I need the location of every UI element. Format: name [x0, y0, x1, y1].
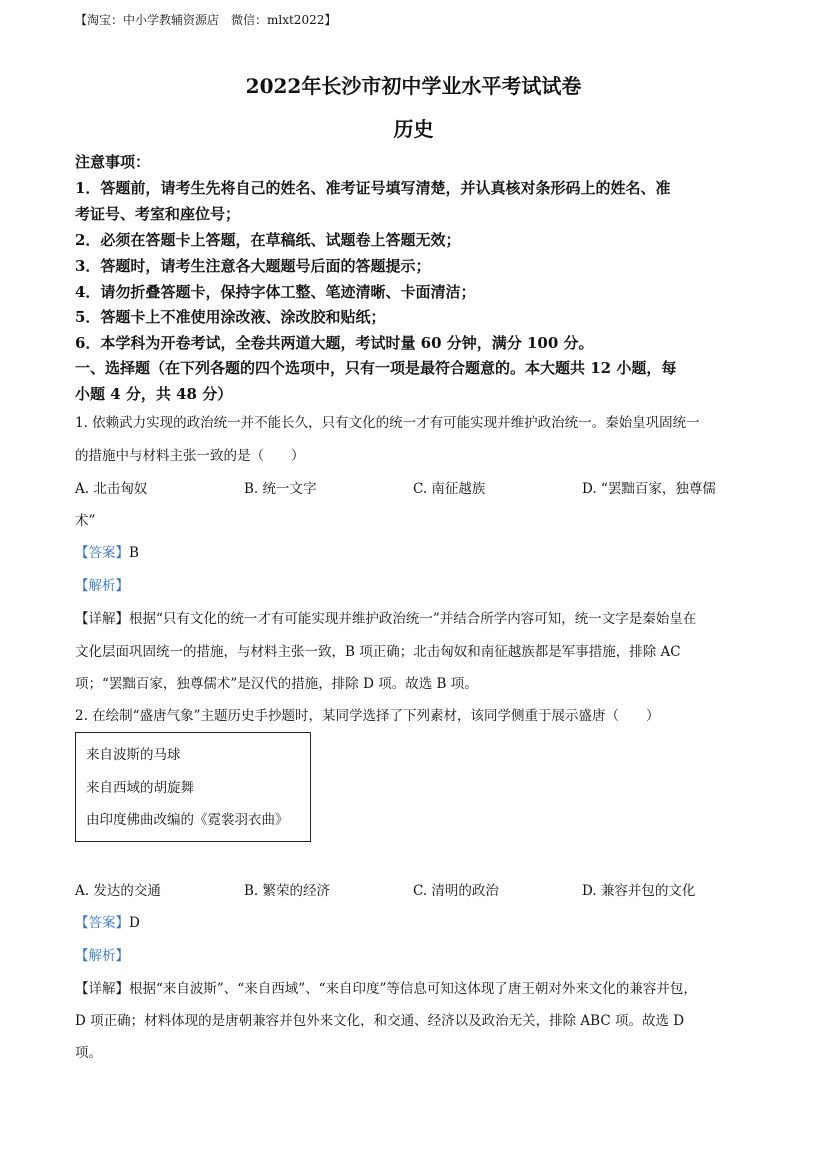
- exam-subject: 历史: [393, 117, 434, 141]
- notice-line: 2．必须在答题卡上答题，在草稿纸、试题卷上答题无效；: [75, 231, 461, 249]
- q1-option-d: D. “罢黜百家，独尊儒: [582, 481, 716, 497]
- answer-value: D: [129, 915, 140, 931]
- material-item: 来自波斯的马球: [86, 747, 181, 763]
- q1-detail-line: 项；“罢黜百家，独尊儒术”是汉代的措施，排除 D 项。故选 B 项。: [75, 676, 478, 692]
- q1-option-b: B. 统一文字: [244, 481, 317, 497]
- watermark-header: 【淘宝：中小学教辅资源店 微信：mlxt2022】: [75, 13, 337, 27]
- notice-line: 3．答题时，请考生注意各大题题号后面的答题提示；: [75, 257, 431, 275]
- q2-detail-line: 项。: [75, 1045, 102, 1061]
- section-heading-cont: 小题 4 分，共 48 分）: [75, 385, 233, 403]
- notice-line: 1．答题前，请考生先将自己的姓名、准考证号填写清楚，并认真核对条形码上的姓名、准: [75, 179, 671, 197]
- answer-value: B: [129, 545, 139, 561]
- q1-option-d-cont: 术”: [75, 513, 96, 529]
- q2-option-c: C. 清明的政治: [413, 883, 499, 899]
- material-item: 来自西域的胡旋舞: [86, 780, 194, 796]
- q1-stem-cont: 的措施中与材料主张一致的是（ ）: [75, 448, 305, 464]
- q2-detail-line: D 项正确；材料体现的是唐朝兼容并包外来文化，和交通、经济以及政治无关，排除 ABC 项。故选 D: [75, 1013, 685, 1029]
- q2-material-box: [75, 732, 311, 842]
- q2-option-b: B. 繁荣的经济: [244, 883, 331, 899]
- answer-label: 【答案】: [75, 545, 129, 561]
- notice-line: 6．本学科为开卷考试，全卷共两道大题，考试时量 60 分钟，满分 100 分。: [75, 334, 594, 352]
- q2-analysis-label: 【解析】: [75, 948, 129, 964]
- material-item: 由印度佛曲改编的《霓裳羽衣曲》: [86, 812, 289, 828]
- notice-line: 考证号、考室和座位号；: [75, 205, 241, 223]
- q2-option-d: D. 兼容并包的文化: [582, 883, 696, 899]
- notice-line: 4．请勿折叠答题卡，保持字体工整、笔迹清晰、卡面清洁；: [75, 283, 476, 301]
- q2-stem: 2. 在绘制“盛唐气象”主题历史手抄题时，某同学选择了下列素材，该同学侧重于展示盛唐（ ）: [75, 708, 660, 724]
- q1-analysis-label: 【解析】: [75, 578, 129, 594]
- section-heading: 一、选择题（在下列各题的四个选项中，只有一项是最符合题意的。本大题共 12 小题，每: [75, 359, 677, 377]
- answer-label: 【答案】: [75, 915, 129, 931]
- q1-answer: [75, 543, 139, 563]
- notice-line: 5．答题卡上不准使用涂改液、涂改胶和贴纸；: [75, 308, 386, 326]
- q2-answer: [75, 913, 140, 933]
- q1-stem: 1. 依赖武力实现的政治统一并不能长久，只有文化的统一才有可能实现并维护政治统一。秦始皇巩固统一: [75, 415, 700, 431]
- notice-heading: 注意事项：: [75, 153, 151, 171]
- exam-title: 2022年长沙市初中学业水平考试试卷: [245, 74, 582, 98]
- q1-option-c: C. 南征越族: [413, 481, 486, 497]
- q2-detail-line: 【详解】根据“来自波斯”、“来自西域”、“来自印度”等信息可知这体现了唐王朝对外来文化的兼容并包，: [75, 981, 697, 997]
- q1-detail-line: 【详解】根据“只有文化的统一才有可能实现并维护政治统一”并结合所学内容可知，统一文字是秦始皇在: [75, 611, 697, 627]
- q2-option-a: A. 发达的交通: [75, 883, 161, 899]
- q1-detail-line: 文化层面巩固统一的措施，与材料主张一致，B 项正确；北击匈奴和南征越族都是军事措施，排除 AC: [75, 644, 681, 660]
- q1-option-a: A. 北击匈奴: [75, 481, 148, 497]
